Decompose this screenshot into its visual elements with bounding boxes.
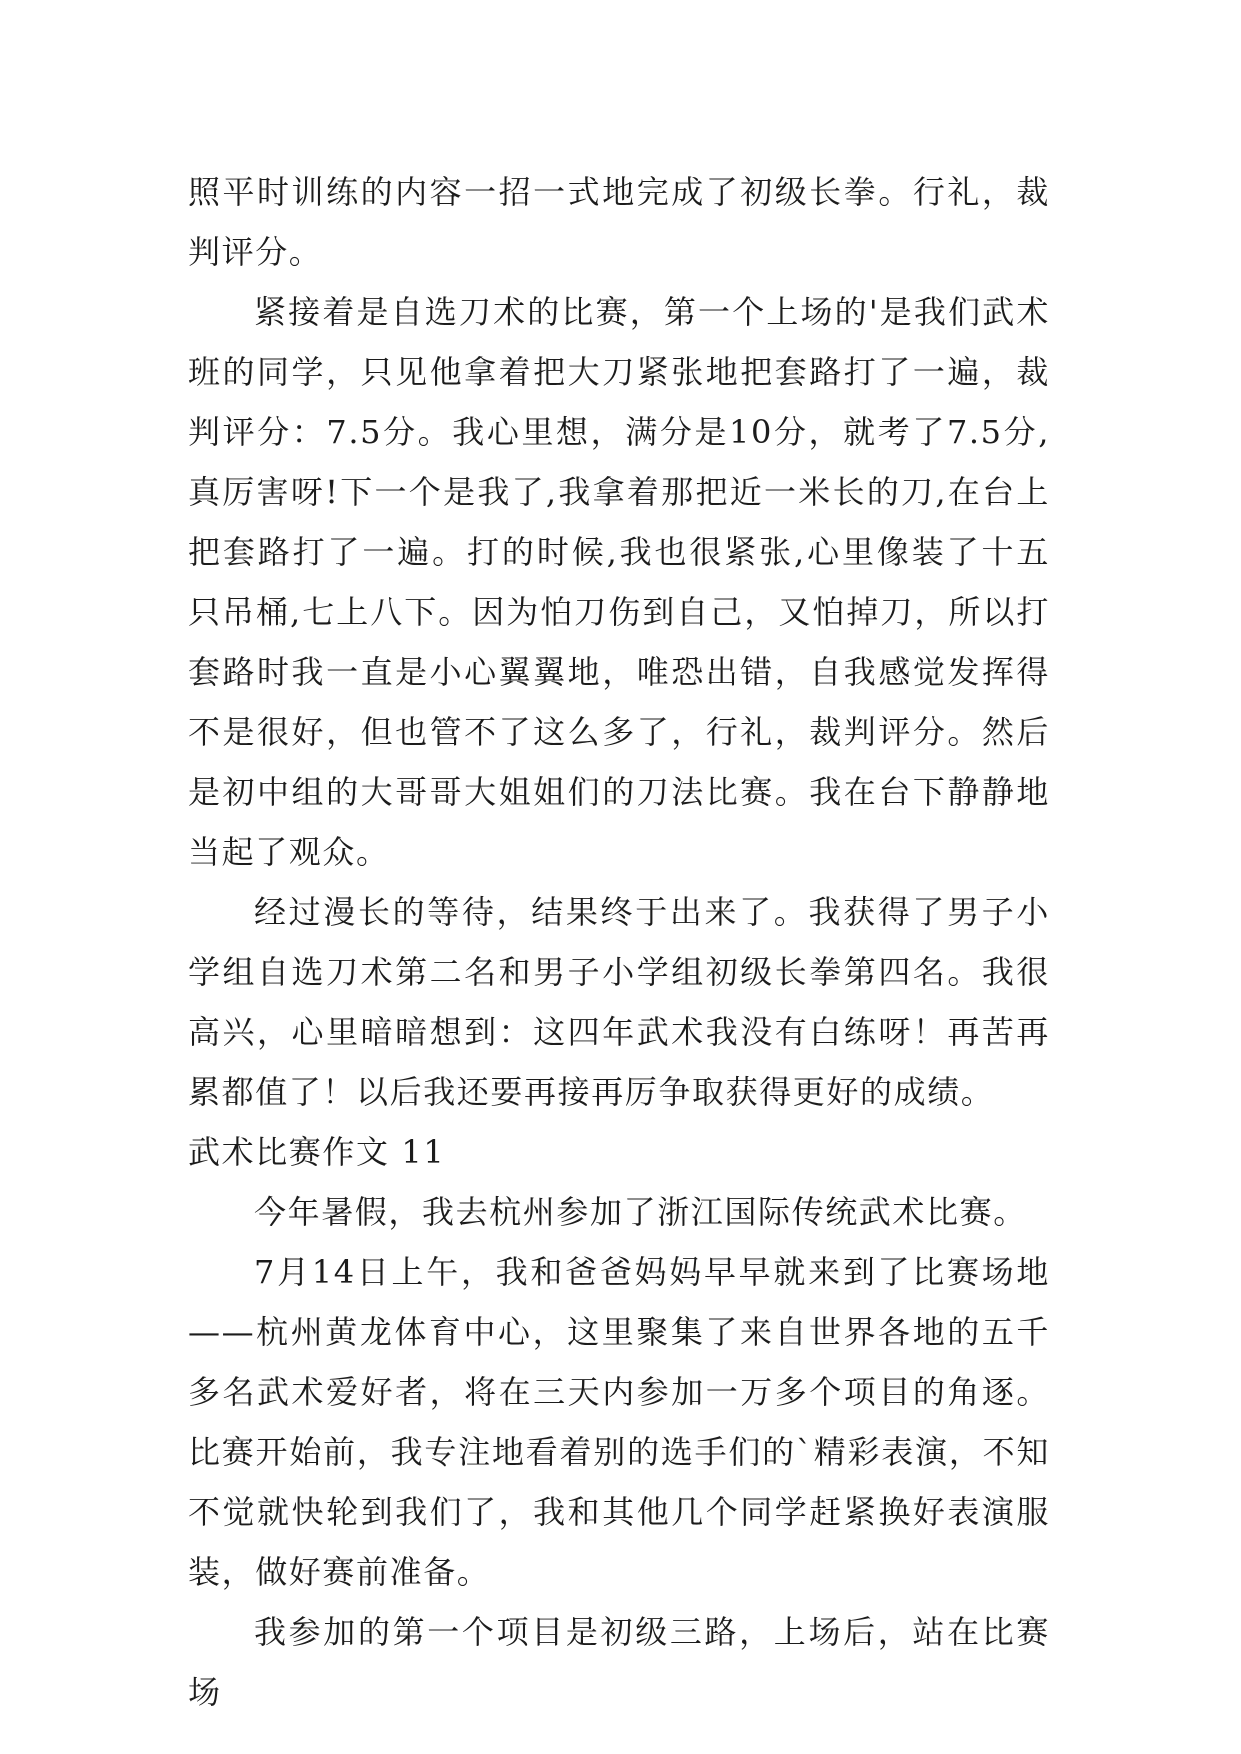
paragraph: 今年暑假，我去杭州参加了浙江国际传统武术比赛。 (254, 1193, 1027, 1231)
paragraph: 经过漫长的等待，结果终于出来了。我获得了男子小学组自选刀术第二名和男子小学组初级长拳第四名。我很高兴，心里暗暗想到：这四年武术我没有白练呀！再苦再累都值了！以后我还要再接再厉争取获得更好的成绩。 (188, 893, 1050, 1111)
paragraph: 照平时训练的内容一招一式地完成了初级长拳。行礼，裁判评分。 (188, 173, 1050, 271)
section-title: 武术比赛作文 11 (188, 1133, 446, 1171)
document-body (188, 162, 1050, 1722)
paragraph: 紧接着是自选刀术的比赛，第一个上场的'是我们武术班的同学，只见他拿着把大刀紧张地把套路打了一遍，裁判评分：7.5分。我心里想，满分是10分，就考了7.5分,真厉害呀!下一个是我了,我拿着那把近一米长的刀,在台上把套路打了一遍。打的时候,我也很紧张,心里像装了十五只吊桶,七上八下。因为怕刀伤到自己，又怕掉刀，所以打套路时我一直是小心翼翼地，唯恐出错，自我感觉发挥得不是很好，但也管不了这么多了，行礼，裁判评分。然后是初中组的大哥哥大姐姐们的刀法比赛。我在台下静静地当起了观众。 (188, 293, 1050, 871)
paragraph: 我参加的第一个项目是初级三路，上场后，站在比赛场 (188, 1613, 1050, 1711)
paragraph: 7月14日上午，我和爸爸妈妈早早就来到了比赛场地——杭州黄龙体育中心，这里聚集了来自世界各地的五千多名武术爱好者，将在三天内参加一万多个项目的角逐。比赛开始前，我专注地看着别的选手们的`精彩表演，不知不觉就快轮到我们了，我和其他几个同学赶紧换好表演服装，做好赛前准备。 (188, 1253, 1050, 1591)
